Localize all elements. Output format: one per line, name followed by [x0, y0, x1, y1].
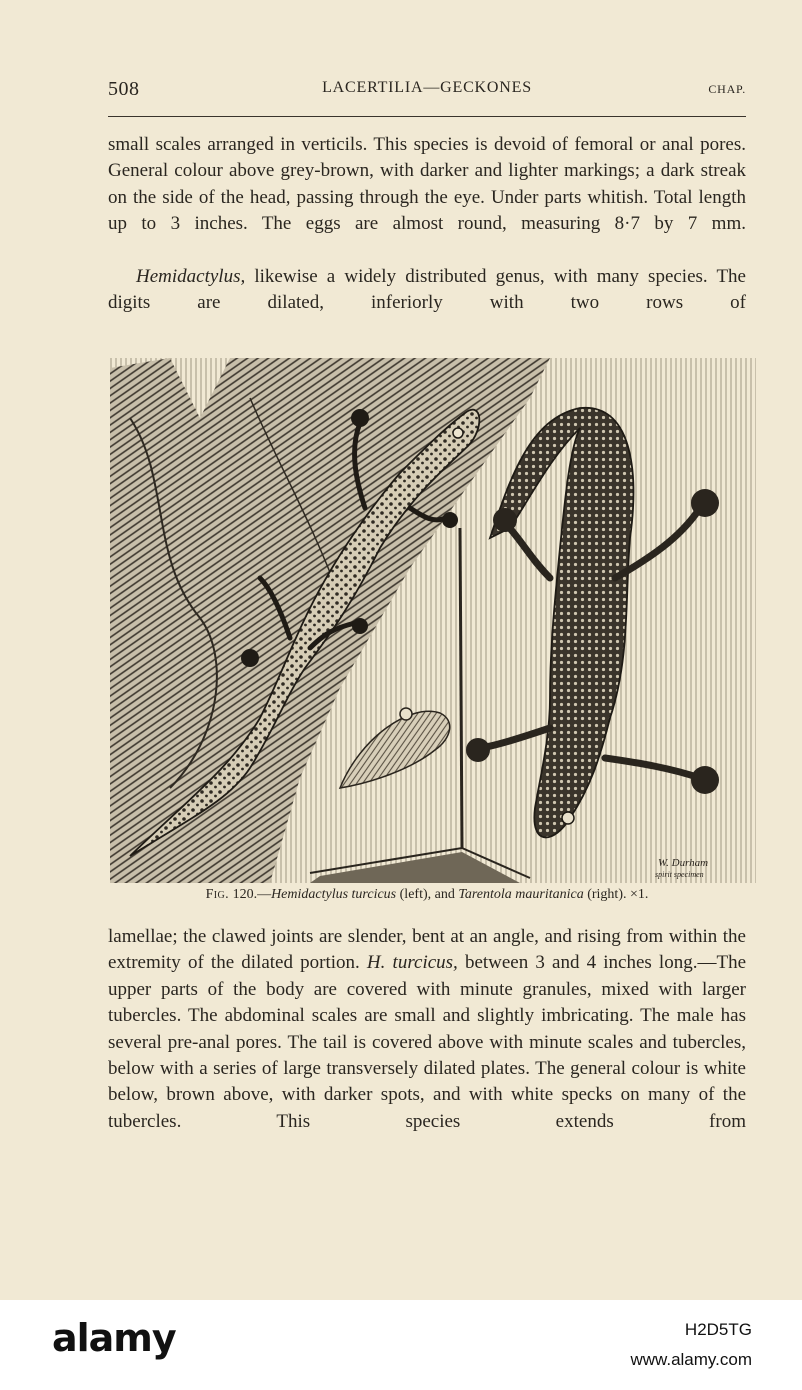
website-url: www.alamy.com — [630, 1350, 752, 1369]
page-header — [108, 74, 746, 104]
fig-number: 120.— — [229, 887, 272, 902]
fig-label: Fig. — [205, 887, 230, 902]
figure-gecko-illustration — [110, 358, 756, 883]
paragraph-text: likewise a widely distributed genus, with many species. The digits are dilated, inferiorly with two rows of — [108, 266, 746, 314]
page-number: 508 — [108, 78, 140, 100]
running-title: LACERTILIA—GECKONES — [322, 79, 532, 96]
genus-name: Hemidactylus, — [136, 266, 246, 288]
text-block-top — [108, 132, 746, 343]
header-rule — [108, 116, 746, 117]
species-right: Tarentola mauritanica — [458, 887, 584, 902]
gecko-engraving — [110, 358, 756, 883]
species-left: Hemidactylus turcicus — [271, 887, 397, 902]
watermark-footer — [0, 1300, 802, 1390]
image-id: H2D5TG — [684, 1320, 752, 1339]
paragraph-hemidactylus — [108, 264, 746, 343]
artist-signature: W. Durham — [658, 857, 709, 869]
alamy-logo: alamy — [52, 1316, 176, 1360]
specimen-note: spirit specimen — [655, 870, 704, 879]
chapter-label: CHAP. — [708, 82, 746, 96]
species-abbrev: H. turcicus, — [366, 952, 458, 974]
figure-caption: Fig. 120.—Hemidactylus turcicus (left), and Tarentola mauritanica (right). ×1. — [205, 887, 649, 902]
text-block-bottom — [108, 924, 746, 1162]
scale-note: ×1. — [626, 887, 649, 902]
paragraph-continued: small scales arranged in verticils. This species is devoid of femoral or anal pores. General colour above grey-brown, with darker and lighter markings; a dark streak on the side of the head, passing through the eye. Under parts whitish. Total length up to 3 inches. The eggs are almost round, measuring 8·7 by 7 mm. — [108, 134, 746, 235]
paragraph-lamellae: lamellae; the clawed joints are slender, bent at an angle, and rising from within the extremity of the dilated portion. H. turcicus, between 3 and 4 inches long.—The upper parts of the body are covered with minute granules, mixed with larger tubercles. The abdominal scales are small and slightly imbricating. The male has several pre-anal pores. The tail is covered above with minute scales and tubercles, below with a series of large transversely dilated plates. The general colour is white below, brown above, with darker spots, and with white specks on many of the tubercles. This species extends from — [108, 926, 747, 1132]
